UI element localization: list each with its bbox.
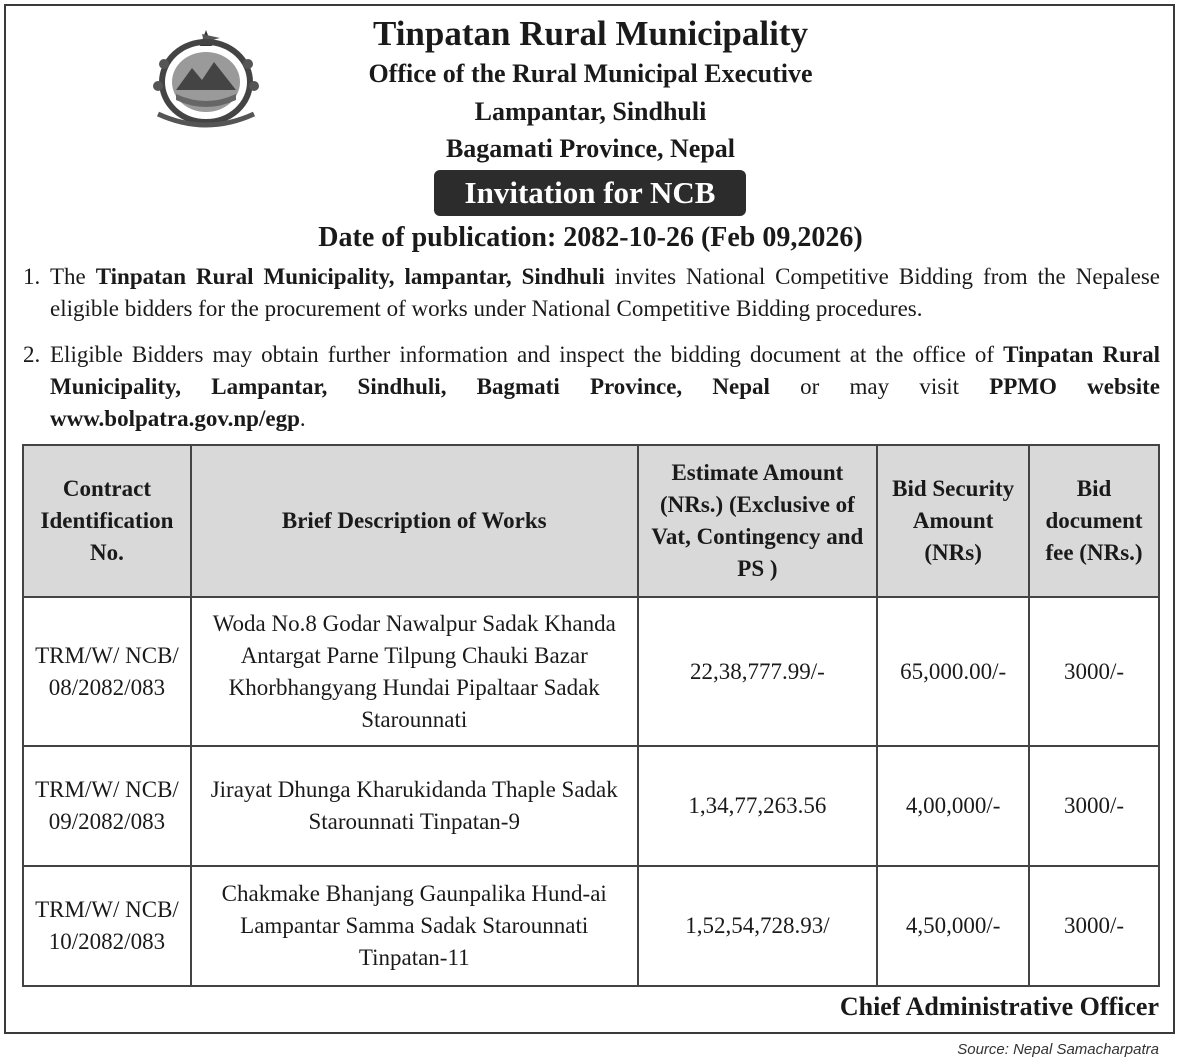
estimate-cell: 22,38,777.99/- — [638, 597, 878, 746]
location-line: Lampantar, Sindhuli — [474, 97, 707, 126]
table-row — [23, 866, 1159, 986]
description-cell: Chakmake Bhanjang Gaunpalika Hund-ai Lampantar Samma Sadak Starounnati Tinpatan-11 — [191, 866, 638, 986]
municipality-title: Tinpatan Rural Municipality — [372, 14, 808, 53]
estimate-cell: 1,34,77,263.56 — [638, 746, 878, 866]
security-cell: 65,000.00/- — [877, 597, 1029, 746]
paragraph-text: The — [50, 264, 96, 289]
fee-cell: 3000/- — [1029, 866, 1159, 986]
contract-id-cell: TRM/W/ NCB/ 10/2082/083 — [23, 866, 191, 986]
publication-date: Date of publication: 2082-10-26 (Feb 09,2026) — [318, 222, 863, 253]
estimate-cell: 1,52,54,728.93/ — [638, 866, 878, 986]
table-row — [23, 597, 1159, 746]
paragraph-2 — [23, 339, 1161, 435]
paragraph-text: . — [299, 406, 306, 431]
ppmo-website-link[interactable]: PPMO website www.bolpatra.gov.np/egp — [50, 374, 1161, 431]
security-cell: 4,50,000/- — [877, 866, 1029, 986]
paragraph-text: Eligible Bidders may obtain further information and inspect the bidding document at the office of — [50, 342, 1004, 367]
header-document-fee: Bid document fee (NRs.) — [1029, 445, 1159, 597]
security-cell: 4,00,000/- — [877, 746, 1029, 866]
header-contract-id: Contract Identification No. — [23, 445, 191, 597]
paragraph-1 — [23, 261, 1160, 325]
paragraph-number: 2. — [23, 342, 41, 367]
office-name: Office of the Rural Municipal Executive — [368, 59, 813, 88]
source-credit: Source: Nepal Samacharpatra — [957, 1041, 1159, 1058]
paragraph-text: or may visit — [769, 374, 990, 399]
paragraph-number: 1. — [23, 264, 41, 289]
description-cell: Woda No.8 Godar Nawalpur Sadak Khanda Antargat Parne Tilpung Chauki Bazar Khorbhangyang Hundai Pipaltaar Sadak Starounnati — [191, 597, 638, 746]
header-bid-security: Bid Security Amount (NRs) — [877, 445, 1029, 597]
paragraph-bold-text: Tinpatan Rural Municipality, Lampantar, Sindhuli, Bagmati Province, Nepal — [50, 342, 1160, 399]
table-header-row — [23, 445, 1159, 597]
contract-id-cell: TRM/W/ NCB/ 08/2082/083 — [23, 597, 191, 746]
fee-cell: 3000/- — [1029, 597, 1159, 746]
signoff: Chief Administrative Officer — [839, 992, 1159, 1021]
contracts-table — [22, 444, 1160, 987]
paragraph-text: invites National Competitive Bidding from the Nepalese eligible bidders for the procurement of works under National Competitive Bidding procedures. — [50, 264, 1160, 321]
paragraph-bold-text: Tinpatan Rural Municipality, lampantar, Sindhuli — [95, 264, 605, 289]
table-row — [23, 746, 1159, 866]
fee-cell: 3000/- — [1029, 746, 1159, 866]
description-cell: Jirayat Dhunga Kharukidanda Thaple Sadak Starounnati Tinpatan-9 — [191, 746, 638, 866]
contract-id-cell: TRM/W/ NCB/ 09/2082/083 — [23, 746, 191, 866]
notice-type-badge: Invitation for NCB — [434, 170, 746, 216]
province-line: Bagamati Province, Nepal — [445, 134, 736, 163]
header-estimate: Estimate Amount (NRs.) (Exclusive of Vat, Contingency and PS ) — [638, 445, 878, 597]
header-description: Brief Description of Works — [191, 445, 638, 597]
